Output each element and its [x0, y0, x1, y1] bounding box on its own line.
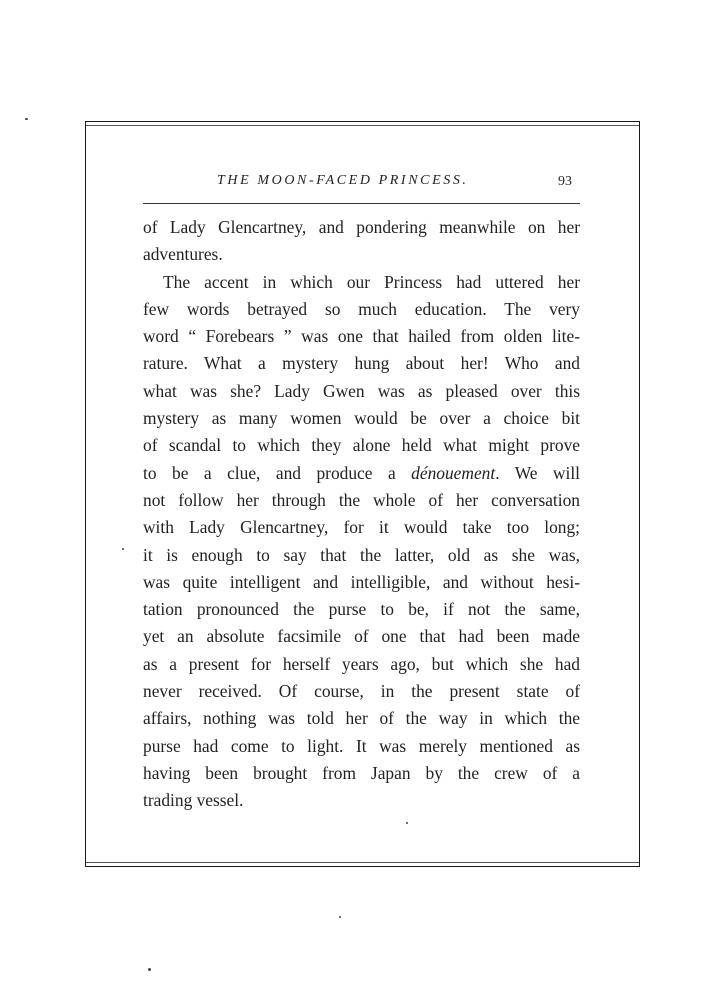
text-line: tation pronounced the purse to be, if not the same,	[143, 599, 580, 620]
paper-speck	[339, 916, 341, 918]
text-line: not follow her through the whole of her conversation	[143, 489, 580, 510]
text-line: trading vessel.	[143, 790, 244, 811]
text-segment: to be a clue, and produce a	[143, 462, 396, 483]
body-text	[143, 214, 580, 815]
running-head	[143, 173, 580, 195]
paper-speck	[25, 118, 28, 120]
text-line	[143, 460, 580, 487]
text-line: rature. What a mystery hung about her! Who and	[143, 353, 580, 374]
text-line: yet an absolute facsimile of one that had been made	[143, 626, 580, 647]
text-line: of Lady Glencartney, and pondering meanwhile on her	[143, 217, 580, 237]
text-line: affairs, nothing was told her of the way in which the	[143, 708, 580, 729]
text-line: never received. Of course, in the present state of	[143, 681, 580, 702]
text-line: having been brought from Japan by the crew of a	[143, 762, 580, 783]
paragraph-start-line: The accent in which our Princess had uttered her	[163, 271, 580, 292]
text-segment: . We will	[495, 462, 580, 483]
text-line: mystery as many women would be over a choice bit	[143, 408, 580, 429]
header-rule	[143, 203, 580, 204]
text-line: with Lady Glencartney, for it would take too long;	[143, 517, 580, 538]
italic-term: dénouement	[411, 462, 496, 483]
text-line: of scandal to which they alone held what might prove	[143, 435, 580, 456]
running-title: THE MOON-FACED PRINCESS.	[217, 173, 469, 188]
text-line: what was she? Lady Gwen was as pleased over this	[143, 380, 580, 401]
paper-speck	[406, 822, 408, 824]
text-line: as a present for herself years ago, but which she had	[143, 653, 580, 674]
text-line: word “ Forebears ” was one that hailed from olden lite-	[143, 326, 580, 347]
text-line: purse had come to light. It was merely mentioned as	[143, 735, 580, 756]
paper-speck	[122, 548, 124, 550]
text-line: was quite intelligent and intelligible, and without hesi-	[143, 571, 580, 592]
text-line: few words betrayed so much education. The very	[143, 298, 580, 319]
border-inner-rule-bottom	[86, 862, 639, 863]
text-line: adventures.	[143, 244, 223, 265]
text-line: it is enough to say that the latter, old as she was,	[143, 544, 580, 565]
border-inner-rule-top	[86, 125, 639, 126]
page-number: 93	[558, 174, 572, 189]
paper-speck	[148, 968, 151, 971]
